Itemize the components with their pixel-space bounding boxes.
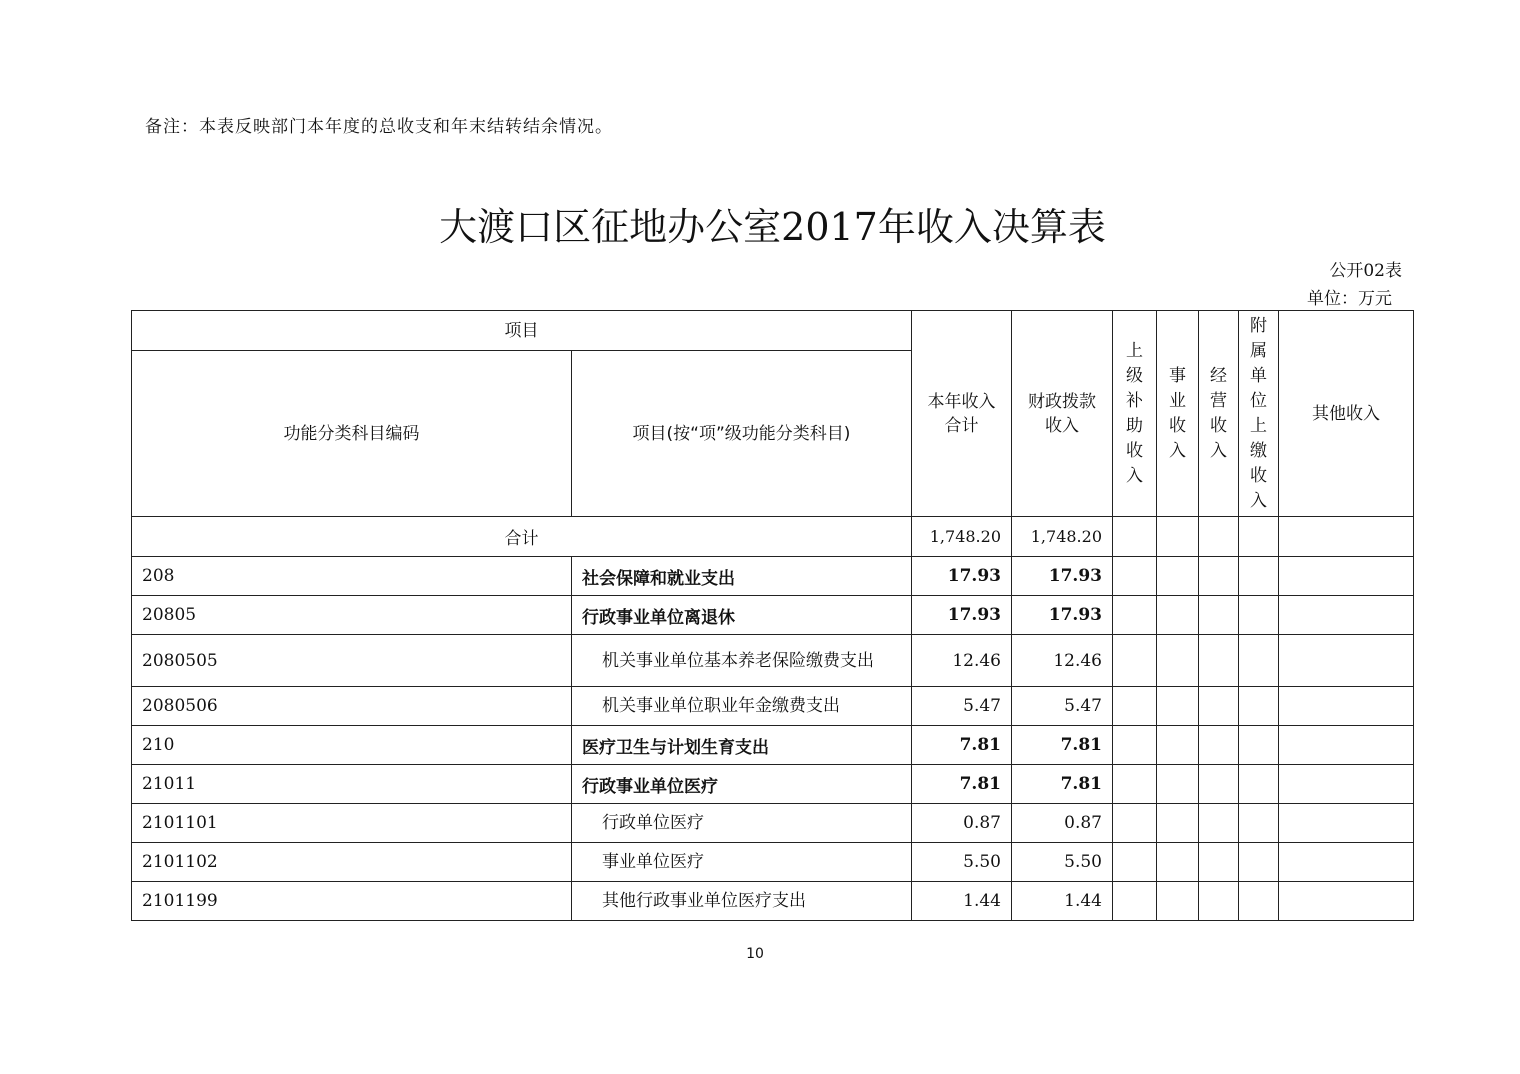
header-operating	[1199, 311, 1239, 517]
row-operating	[1199, 765, 1239, 804]
page-title: 大渡口区征地办公室2017年收入决算表	[439, 205, 1106, 249]
row-other	[1279, 804, 1414, 843]
total-total: 1,748.20	[912, 517, 1012, 557]
row-total: 0.87	[912, 804, 1012, 843]
row-total: 7.81	[912, 726, 1012, 765]
row-affiliated	[1239, 687, 1279, 726]
row-affiliated	[1239, 635, 1279, 687]
header-superior	[1113, 311, 1157, 517]
form-number: 公开02表	[1329, 261, 1402, 281]
unit-label: 单位：万元	[1307, 289, 1392, 309]
row-code: 2101199	[132, 882, 572, 921]
row-operating	[1199, 687, 1239, 726]
row-total: 1.44	[912, 882, 1012, 921]
row-code: 2080506	[132, 687, 572, 726]
row-superior	[1113, 765, 1157, 804]
total-fiscal: 1,748.20	[1012, 517, 1113, 557]
row-other	[1279, 635, 1414, 687]
total-affiliated	[1239, 517, 1279, 557]
table-row	[132, 804, 1414, 843]
header-affiliated	[1239, 311, 1279, 517]
header-fiscal-text: 财政拨款收入	[1028, 391, 1096, 436]
row-fiscal: 5.50	[1012, 843, 1113, 882]
row-code: 2080505	[132, 635, 572, 687]
row-operating	[1199, 635, 1239, 687]
header-other: 其他收入	[1279, 311, 1414, 517]
row-affiliated	[1239, 765, 1279, 804]
row-business	[1157, 596, 1199, 635]
row-superior	[1113, 635, 1157, 687]
row-total: 17.93	[912, 557, 1012, 596]
total-label: 合计	[132, 517, 912, 557]
row-total: 12.46	[912, 635, 1012, 687]
table-row	[132, 687, 1414, 726]
row-superior	[1113, 557, 1157, 596]
row-operating	[1199, 804, 1239, 843]
header-superior-text: 上级补助收入	[1126, 340, 1143, 486]
row-name: 机关事业单位基本养老保险缴费支出	[572, 635, 912, 687]
row-name: 医疗卫生与计划生育支出	[572, 726, 912, 765]
row-other	[1279, 726, 1414, 765]
table-row	[132, 726, 1414, 765]
table-row	[132, 882, 1414, 921]
row-operating	[1199, 596, 1239, 635]
row-name: 行政事业单位离退休	[572, 596, 912, 635]
row-affiliated	[1239, 882, 1279, 921]
row-total: 17.93	[912, 596, 1012, 635]
header-total-text: 本年收入合计	[927, 391, 996, 436]
total-business	[1157, 517, 1199, 557]
row-total: 5.50	[912, 843, 1012, 882]
row-code: 208	[132, 557, 572, 596]
header-name: 项目(按“项”级功能分类科目)	[572, 351, 912, 517]
header-business	[1157, 311, 1199, 517]
row-superior	[1113, 882, 1157, 921]
table-row	[132, 596, 1414, 635]
row-total: 7.81	[912, 765, 1012, 804]
row-business	[1157, 882, 1199, 921]
total-superior	[1113, 517, 1157, 557]
row-superior	[1113, 843, 1157, 882]
row-fiscal: 0.87	[1012, 804, 1113, 843]
page-number: 10	[746, 946, 764, 962]
row-business	[1157, 557, 1199, 596]
row-business	[1157, 843, 1199, 882]
header-business-text: 事业收入	[1169, 365, 1186, 461]
total-operating	[1199, 517, 1239, 557]
table-row	[132, 635, 1414, 687]
income-table	[131, 310, 1414, 921]
row-affiliated	[1239, 843, 1279, 882]
row-affiliated	[1239, 726, 1279, 765]
header-item: 项目	[132, 311, 912, 351]
row-total: 5.47	[912, 687, 1012, 726]
row-operating	[1199, 843, 1239, 882]
row-other	[1279, 687, 1414, 726]
row-superior	[1113, 804, 1157, 843]
total-other	[1279, 517, 1414, 557]
row-name: 行政单位医疗	[572, 804, 912, 843]
row-superior	[1113, 596, 1157, 635]
row-affiliated	[1239, 804, 1279, 843]
row-fiscal: 17.93	[1012, 596, 1113, 635]
row-code: 210	[132, 726, 572, 765]
row-other	[1279, 765, 1414, 804]
row-name: 其他行政事业单位医疗支出	[572, 882, 912, 921]
row-business	[1157, 687, 1199, 726]
row-business	[1157, 804, 1199, 843]
total-row	[132, 517, 1414, 557]
row-affiliated	[1239, 557, 1279, 596]
row-code: 20805	[132, 596, 572, 635]
row-affiliated	[1239, 596, 1279, 635]
table-row	[132, 765, 1414, 804]
row-name: 事业单位医疗	[572, 843, 912, 882]
header-operating-text: 经营收入	[1210, 365, 1227, 461]
table-note: 备注：本表反映部门本年度的总收支和年末结转结余情况。	[145, 117, 613, 137]
row-code: 21011	[132, 765, 572, 804]
row-name: 行政事业单位医疗	[572, 765, 912, 804]
row-fiscal: 12.46	[1012, 635, 1113, 687]
table-row	[132, 557, 1414, 596]
header-affiliated-text: 附属单位上缴收入	[1250, 315, 1267, 511]
row-business	[1157, 765, 1199, 804]
row-fiscal: 1.44	[1012, 882, 1113, 921]
row-code: 2101101	[132, 804, 572, 843]
row-fiscal: 17.93	[1012, 557, 1113, 596]
row-name: 社会保障和就业支出	[572, 557, 912, 596]
header-code: 功能分类科目编码	[132, 351, 572, 517]
header-total	[912, 311, 1012, 517]
row-operating	[1199, 557, 1239, 596]
row-business	[1157, 635, 1199, 687]
row-other	[1279, 882, 1414, 921]
row-superior	[1113, 687, 1157, 726]
row-name: 机关事业单位职业年金缴费支出	[572, 687, 912, 726]
row-superior	[1113, 726, 1157, 765]
row-other	[1279, 596, 1414, 635]
row-other	[1279, 843, 1414, 882]
row-code: 2101102	[132, 843, 572, 882]
row-fiscal: 5.47	[1012, 687, 1113, 726]
header-fiscal	[1012, 311, 1113, 517]
row-operating	[1199, 726, 1239, 765]
row-fiscal: 7.81	[1012, 726, 1113, 765]
row-fiscal: 7.81	[1012, 765, 1113, 804]
row-operating	[1199, 882, 1239, 921]
row-other	[1279, 557, 1414, 596]
table-row	[132, 843, 1414, 882]
row-business	[1157, 726, 1199, 765]
